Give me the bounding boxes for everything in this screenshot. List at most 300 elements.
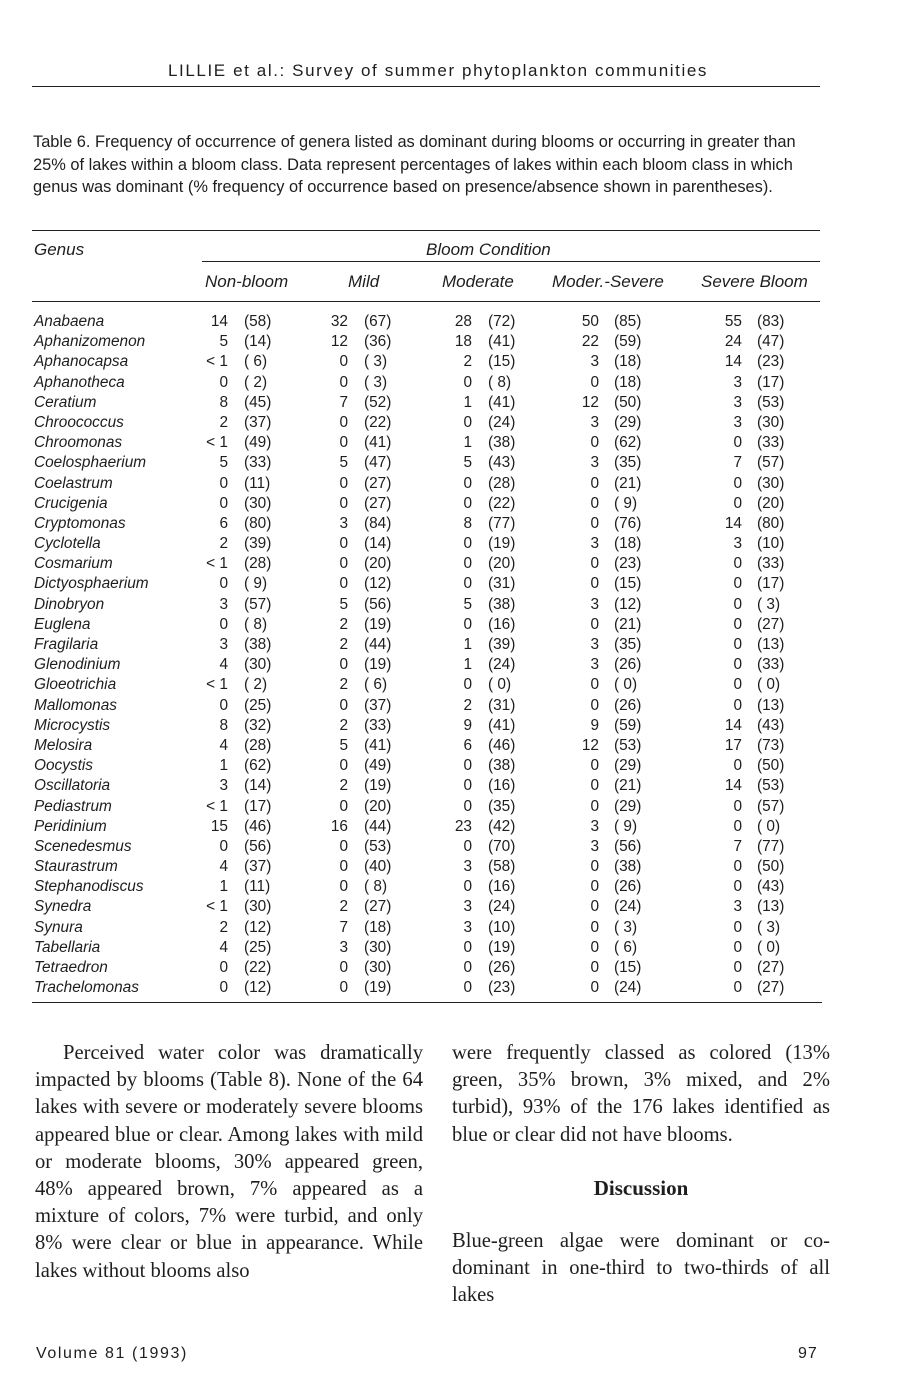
dominance-percent: 4 xyxy=(219,656,228,674)
column-header-moder-severe: Moder.-Severe xyxy=(552,272,664,291)
occurrence-percent: (53) xyxy=(757,777,785,795)
occurrence-percent: (33) xyxy=(757,555,785,573)
occurrence-percent: (12) xyxy=(244,918,272,936)
dominance-percent: 3 xyxy=(590,656,599,674)
dominance-percent: 0 xyxy=(219,474,228,492)
occurrence-percent: (14) xyxy=(364,535,392,553)
occurrence-percent: (16) xyxy=(488,615,516,633)
occurrence-percent: (58) xyxy=(488,858,516,876)
dominance-percent: 6 xyxy=(463,736,472,754)
dominance-percent: 0 xyxy=(463,797,472,815)
genus-name: Scenedesmus xyxy=(34,837,132,855)
occurrence-percent: ( 8) xyxy=(488,373,512,391)
table-row xyxy=(0,514,908,534)
occurrence-percent: (37) xyxy=(244,858,272,876)
dominance-percent: 3 xyxy=(733,413,742,431)
genus-name: Pediastrum xyxy=(34,797,112,815)
dominance-percent: 1 xyxy=(463,393,472,411)
occurrence-percent: (43) xyxy=(757,878,785,896)
table-row xyxy=(0,332,908,352)
dominance-percent: 0 xyxy=(339,878,348,896)
body-paragraph-right: were frequently classed as colored (13% green, 35% brown, 3% mixed, and 2% turbid), 93% of the 176 lakes identified as blue or clear did not have blooms. xyxy=(452,1042,830,1146)
dominance-percent: 2 xyxy=(463,696,472,714)
dominance-percent: 0 xyxy=(733,434,742,452)
dominance-percent: 9 xyxy=(590,716,599,734)
occurrence-percent: (13) xyxy=(757,696,785,714)
occurrence-percent: (11) xyxy=(244,474,271,492)
table-row xyxy=(0,373,908,393)
occurrence-percent: (37) xyxy=(244,413,272,431)
occurrence-percent: (27) xyxy=(364,494,392,512)
dominance-percent: 0 xyxy=(733,696,742,714)
genus-name: Chroococcus xyxy=(34,413,124,431)
dominance-percent: 0 xyxy=(590,474,599,492)
genus-name: Aphanocapsa xyxy=(34,353,129,371)
genus-name: Peridinium xyxy=(34,817,107,835)
dominance-percent: 1 xyxy=(463,434,472,452)
occurrence-percent: (20) xyxy=(364,555,392,573)
bloom-condition-header: Bloom Condition xyxy=(426,240,551,259)
dominance-percent: 14 xyxy=(210,313,228,330)
table-row xyxy=(0,534,908,554)
genus-name: Anabaena xyxy=(34,313,105,330)
occurrence-percent: (23) xyxy=(614,555,642,573)
table-row xyxy=(0,453,908,473)
occurrence-percent: (43) xyxy=(757,716,785,734)
dominance-percent: < 1 xyxy=(206,555,228,573)
occurrence-percent: (35) xyxy=(488,797,516,815)
dominance-percent: 5 xyxy=(219,454,228,472)
header-rule xyxy=(32,86,820,87)
dominance-percent: 0 xyxy=(219,615,228,633)
dominance-percent: 3 xyxy=(219,636,228,653)
dominance-percent: 0 xyxy=(590,918,599,936)
column-header-severe-bloom: Severe Bloom xyxy=(701,272,808,291)
occurrence-percent: (38) xyxy=(488,595,516,613)
occurrence-percent: (41) xyxy=(488,393,516,411)
table-row xyxy=(0,797,908,817)
occurrence-percent: (72) xyxy=(488,313,516,330)
footer-volume: Volume 81 (1993) xyxy=(36,1345,188,1362)
dominance-percent: < 1 xyxy=(206,353,228,371)
occurrence-percent: (32) xyxy=(244,716,272,734)
occurrence-percent: ( 0) xyxy=(757,938,781,956)
genus-name: Oocystis xyxy=(34,757,94,775)
occurrence-percent: (41) xyxy=(364,434,392,452)
occurrence-percent: ( 8) xyxy=(364,878,388,896)
dominance-percent: 0 xyxy=(219,575,228,593)
genus-name: Aphanizomenon xyxy=(34,333,146,351)
genus-name: Dictyosphaerium xyxy=(34,575,149,593)
dominance-percent: 5 xyxy=(219,333,228,351)
dominance-percent: 2 xyxy=(339,636,348,653)
dominance-percent: 1 xyxy=(463,636,472,653)
occurrence-percent: (16) xyxy=(488,777,516,795)
dominance-percent: < 1 xyxy=(206,797,228,815)
dominance-percent: 0 xyxy=(463,777,472,795)
occurrence-percent: (53) xyxy=(364,837,392,855)
occurrence-percent: (56) xyxy=(364,595,392,613)
occurrence-percent: (23) xyxy=(757,353,785,371)
dominance-percent: 0 xyxy=(590,979,599,997)
dominance-percent: 0 xyxy=(590,575,599,593)
occurrence-percent: (77) xyxy=(757,837,785,855)
occurrence-percent: (52) xyxy=(364,393,392,411)
occurrence-percent: (21) xyxy=(614,474,642,492)
occurrence-percent: (33) xyxy=(757,656,785,674)
dominance-percent: 3 xyxy=(590,837,599,855)
occurrence-percent: (33) xyxy=(757,434,785,452)
genus-name: Aphanotheca xyxy=(34,373,125,391)
occurrence-percent: (22) xyxy=(488,494,516,512)
group-header-rule xyxy=(202,261,820,262)
occurrence-percent: (37) xyxy=(364,696,392,714)
occurrence-percent: (27) xyxy=(757,979,785,997)
occurrence-percent: (26) xyxy=(614,656,642,674)
dominance-percent: 5 xyxy=(463,454,472,472)
occurrence-percent: ( 6) xyxy=(244,353,268,371)
occurrence-percent: (28) xyxy=(244,555,272,573)
occurrence-percent: (70) xyxy=(488,837,516,855)
dominance-percent: 3 xyxy=(219,777,228,795)
dominance-percent: 0 xyxy=(219,959,228,976)
occurrence-percent: (39) xyxy=(488,636,516,653)
dominance-percent: 50 xyxy=(581,313,599,330)
genus-name: Trachelomonas xyxy=(34,979,139,997)
dominance-percent: 0 xyxy=(339,979,348,997)
table-row xyxy=(0,978,908,998)
dominance-percent: 0 xyxy=(733,878,742,896)
dominance-percent: 3 xyxy=(339,938,348,956)
page-number: 97 xyxy=(798,1345,818,1362)
occurrence-percent: (24) xyxy=(614,898,642,916)
occurrence-percent: (25) xyxy=(244,696,272,714)
dominance-percent: 0 xyxy=(733,797,742,815)
dominance-percent: 14 xyxy=(724,514,742,532)
occurrence-percent: (38) xyxy=(244,636,272,653)
dominance-percent: 0 xyxy=(339,474,348,492)
dominance-percent: 0 xyxy=(339,797,348,815)
dominance-percent: 0 xyxy=(219,373,228,391)
occurrence-percent: (27) xyxy=(364,474,392,492)
occurrence-percent: (41) xyxy=(364,736,392,754)
occurrence-percent: (23) xyxy=(488,979,516,997)
occurrence-percent: (20) xyxy=(488,555,516,573)
dominance-percent: 0 xyxy=(463,979,472,997)
genus-name: Gloeotrichia xyxy=(34,676,117,694)
dominance-percent: 0 xyxy=(339,494,348,512)
dominance-percent: 32 xyxy=(330,313,348,330)
dominance-percent: 0 xyxy=(463,494,472,512)
occurrence-percent: ( 9) xyxy=(244,575,268,593)
occurrence-percent: (80) xyxy=(757,514,785,532)
genus-name: Oscillatoria xyxy=(34,777,111,795)
occurrence-percent: (36) xyxy=(364,333,392,351)
occurrence-percent: (18) xyxy=(364,918,392,936)
dominance-percent: < 1 xyxy=(206,434,228,452)
table-row xyxy=(0,696,908,716)
occurrence-percent: (14) xyxy=(244,333,272,351)
genus-name: Tetraedron xyxy=(34,959,108,976)
dominance-percent: 0 xyxy=(339,837,348,855)
occurrence-percent: (50) xyxy=(757,858,785,876)
occurrence-percent: ( 2) xyxy=(244,373,268,391)
dominance-percent: 0 xyxy=(733,656,742,674)
dominance-percent: 0 xyxy=(339,696,348,714)
occurrence-percent: (33) xyxy=(364,716,392,734)
table-row xyxy=(0,837,908,857)
occurrence-percent: ( 3) xyxy=(364,353,388,371)
occurrence-percent: (27) xyxy=(364,898,392,916)
occurrence-percent: (50) xyxy=(757,757,785,775)
occurrence-percent: (17) xyxy=(757,575,785,593)
dominance-percent: 23 xyxy=(454,817,472,835)
dominance-percent: 3 xyxy=(590,817,599,835)
occurrence-percent: (49) xyxy=(244,434,272,452)
occurrence-percent: ( 0) xyxy=(488,676,512,694)
dominance-percent: 2 xyxy=(339,676,348,694)
table-row xyxy=(0,817,908,837)
genus-column-header: Genus xyxy=(34,240,85,259)
occurrence-percent: (62) xyxy=(244,757,272,775)
dominance-percent: 0 xyxy=(463,837,472,855)
table-row xyxy=(0,474,908,494)
occurrence-percent: (30) xyxy=(244,656,272,674)
dominance-percent: 3 xyxy=(733,535,742,553)
table-row xyxy=(0,716,908,736)
table-row xyxy=(0,756,908,776)
occurrence-percent: (29) xyxy=(614,757,642,775)
occurrence-percent: (67) xyxy=(364,313,392,330)
dominance-percent: 0 xyxy=(733,979,742,997)
dominance-percent: 0 xyxy=(733,858,742,876)
genus-name: Stephanodiscus xyxy=(34,878,144,896)
dominance-percent: 5 xyxy=(339,454,348,472)
dominance-percent: 0 xyxy=(463,757,472,775)
dominance-percent: 55 xyxy=(724,313,742,330)
dominance-percent: 5 xyxy=(339,736,348,754)
table-row xyxy=(0,877,908,897)
occurrence-percent: (50) xyxy=(614,393,642,411)
occurrence-percent: (22) xyxy=(244,959,272,976)
dominance-percent: < 1 xyxy=(206,676,228,694)
dominance-percent: 0 xyxy=(463,676,472,694)
dominance-percent: 14 xyxy=(724,777,742,795)
dominance-percent: 3 xyxy=(733,393,742,411)
dominance-percent: 0 xyxy=(590,434,599,452)
dominance-percent: 0 xyxy=(733,555,742,573)
occurrence-percent: (31) xyxy=(488,575,516,593)
occurrence-percent: (62) xyxy=(614,434,642,452)
occurrence-percent: (27) xyxy=(757,615,785,633)
occurrence-percent: (39) xyxy=(244,535,272,553)
occurrence-percent: (27) xyxy=(757,959,785,976)
dominance-percent: 0 xyxy=(339,434,348,452)
body-paragraph-left: Perceived water color was dramatically impacted by blooms (Table 8). None of the 64 lakes with severe or moderately severe blooms appeared blue or clear. Among lakes with mild or moderate blooms, 30% appeared green, 48% appeared brown, 7% appeared as a mixture of colors, 7% were turbid, and only 8% were clear or blue in appearance. While lakes without blooms also xyxy=(35,1042,423,1282)
dominance-percent: 0 xyxy=(733,474,742,492)
dominance-percent: 7 xyxy=(339,393,348,411)
dominance-percent: 15 xyxy=(210,817,228,835)
genus-name: Glenodinium xyxy=(34,656,121,674)
occurrence-percent: ( 6) xyxy=(614,938,638,956)
table-row xyxy=(0,958,908,978)
occurrence-percent: (24) xyxy=(488,413,516,431)
dominance-percent: 3 xyxy=(590,353,599,371)
occurrence-percent: (21) xyxy=(614,777,642,795)
dominance-percent: 0 xyxy=(219,979,228,997)
table-top-rule xyxy=(32,230,820,231)
dominance-percent: 0 xyxy=(339,656,348,674)
column-header-non-bloom: Non-bloom xyxy=(205,272,289,291)
dominance-percent: 7 xyxy=(733,454,742,472)
occurrence-percent: (80) xyxy=(244,514,272,532)
occurrence-percent: (26) xyxy=(614,696,642,714)
dominance-percent: 0 xyxy=(463,535,472,553)
genus-name: Synedra xyxy=(34,898,92,916)
dominance-percent: 8 xyxy=(219,393,228,411)
dominance-percent: 0 xyxy=(463,878,472,896)
occurrence-percent: (43) xyxy=(488,454,516,472)
occurrence-percent: (41) xyxy=(488,333,516,351)
occurrence-percent: ( 9) xyxy=(614,817,638,835)
table-row xyxy=(0,776,908,796)
discussion-paragraph: Blue-green algae were dominant or co-dominant in one-third to two-thirds of all lakes xyxy=(452,1230,830,1307)
genus-name: Staurastrum xyxy=(34,858,118,876)
occurrence-percent: (10) xyxy=(757,535,785,553)
occurrence-percent: ( 2) xyxy=(244,676,268,694)
genus-name: Melosira xyxy=(34,736,93,754)
running-head: LILLIE et al.: Survey of summer phytoplankton communities xyxy=(168,61,709,80)
dominance-percent: 1 xyxy=(463,656,472,674)
occurrence-percent: (38) xyxy=(488,434,516,452)
dominance-percent: 14 xyxy=(724,716,742,734)
occurrence-percent: (11) xyxy=(244,878,271,896)
table-row xyxy=(0,352,908,372)
occurrence-percent: (13) xyxy=(757,898,785,916)
dominance-percent: 0 xyxy=(339,353,348,371)
genus-name: Synura xyxy=(34,918,83,936)
genus-name: Euglena xyxy=(34,615,91,633)
table-row xyxy=(0,574,908,594)
dominance-percent: 0 xyxy=(590,676,599,694)
dominance-percent: 0 xyxy=(339,373,348,391)
column-header-mild: Mild xyxy=(348,272,380,291)
occurrence-percent: (53) xyxy=(757,393,785,411)
occurrence-percent: (83) xyxy=(757,313,785,330)
dominance-percent: 9 xyxy=(463,716,472,734)
dominance-percent: 0 xyxy=(590,514,599,532)
dominance-percent: 5 xyxy=(339,595,348,613)
occurrence-percent: (38) xyxy=(614,858,642,876)
dominance-percent: 3 xyxy=(463,858,472,876)
section-heading-discussion: Discussion xyxy=(593,1176,689,1200)
genus-name: Coelastrum xyxy=(34,474,113,492)
occurrence-percent: (46) xyxy=(488,736,516,754)
dominance-percent: 8 xyxy=(219,716,228,734)
dominance-percent: < 1 xyxy=(206,898,228,916)
genus-name: Fragilaria xyxy=(34,636,99,653)
occurrence-percent: (58) xyxy=(244,313,272,330)
occurrence-percent: (24) xyxy=(614,979,642,997)
occurrence-percent: (29) xyxy=(614,413,642,431)
occurrence-percent: (12) xyxy=(614,595,642,613)
table-row xyxy=(0,857,908,877)
dominance-percent: 8 xyxy=(463,514,472,532)
table-row xyxy=(0,655,908,675)
genus-name: Microcystis xyxy=(34,716,111,734)
occurrence-percent: ( 0) xyxy=(614,676,638,694)
occurrence-percent: (20) xyxy=(757,494,785,512)
occurrence-percent: (47) xyxy=(757,333,785,351)
table-bottom-rule xyxy=(32,1002,822,1003)
dominance-percent: 28 xyxy=(454,313,472,330)
dominance-percent: 3 xyxy=(219,595,228,613)
dominance-percent: 0 xyxy=(733,938,742,956)
dominance-percent: 3 xyxy=(463,898,472,916)
occurrence-percent: (30) xyxy=(364,938,392,956)
dominance-percent: 0 xyxy=(590,555,599,573)
dominance-percent: 3 xyxy=(590,595,599,613)
genus-name: Cosmarium xyxy=(34,555,113,573)
dominance-percent: 0 xyxy=(733,817,742,835)
genus-name: Crucigenia xyxy=(34,494,108,512)
header-bottom-rule xyxy=(32,301,820,302)
dominance-percent: 0 xyxy=(733,615,742,633)
dominance-percent: 0 xyxy=(590,615,599,633)
dominance-percent: 1 xyxy=(219,878,228,896)
dominance-percent: 0 xyxy=(219,837,228,855)
dominance-percent: 22 xyxy=(581,333,599,351)
occurrence-percent: (44) xyxy=(364,636,392,653)
table-row xyxy=(0,736,908,756)
dominance-percent: 0 xyxy=(590,858,599,876)
dominance-percent: 0 xyxy=(733,494,742,512)
dominance-percent: 0 xyxy=(339,757,348,775)
occurrence-percent: (19) xyxy=(364,777,392,795)
occurrence-percent: (12) xyxy=(244,979,272,997)
dominance-percent: 0 xyxy=(733,959,742,976)
dominance-percent: 7 xyxy=(339,918,348,936)
occurrence-percent: (13) xyxy=(757,636,785,653)
occurrence-percent: (76) xyxy=(614,514,642,532)
dominance-percent: 4 xyxy=(219,736,228,754)
dominance-percent: 0 xyxy=(590,797,599,815)
occurrence-percent: (28) xyxy=(488,474,516,492)
occurrence-percent: ( 9) xyxy=(614,494,638,512)
occurrence-percent: (44) xyxy=(364,817,392,835)
table-row xyxy=(0,413,908,433)
occurrence-percent: (30) xyxy=(757,474,785,492)
genus-name: Mallomonas xyxy=(34,696,117,714)
dominance-percent: 0 xyxy=(590,777,599,795)
dominance-percent: 24 xyxy=(724,333,742,351)
occurrence-percent: (19) xyxy=(488,938,516,956)
dominance-percent: 3 xyxy=(339,514,348,532)
occurrence-percent: (24) xyxy=(488,898,516,916)
dominance-percent: 0 xyxy=(590,494,599,512)
occurrence-percent: ( 3) xyxy=(614,918,638,936)
dominance-percent: 2 xyxy=(339,777,348,795)
occurrence-percent: (19) xyxy=(364,615,392,633)
dominance-percent: 0 xyxy=(463,474,472,492)
dominance-percent: 1 xyxy=(219,757,228,775)
occurrence-percent: ( 3) xyxy=(364,373,388,391)
occurrence-percent: (53) xyxy=(614,736,642,754)
dominance-percent: 0 xyxy=(463,938,472,956)
dominance-percent: 0 xyxy=(463,373,472,391)
dominance-percent: 4 xyxy=(219,938,228,956)
occurrence-percent: (33) xyxy=(244,454,272,472)
